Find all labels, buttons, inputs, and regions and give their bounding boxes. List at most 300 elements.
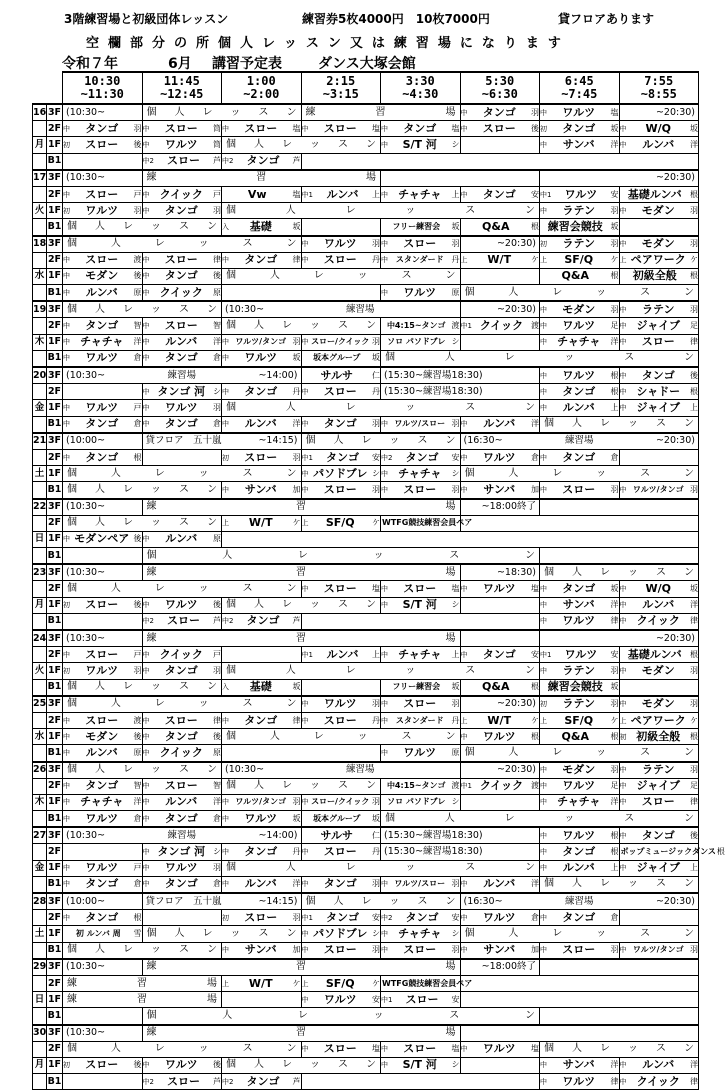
lesson [63, 401, 142, 415]
lesson [620, 253, 699, 267]
instructor-mark: 坂 [690, 584, 698, 594]
hours-cell [63, 499, 143, 516]
lesson-cell [301, 449, 381, 465]
spread-text [63, 1042, 301, 1056]
spread-char: 人 [333, 435, 344, 447]
lesson-name: Q&A [561, 729, 589, 743]
lesson-level: 中 [222, 354, 229, 363]
lesson-name: ワルツ [564, 187, 598, 201]
instructor-mark: 洋 [133, 797, 142, 807]
lesson [461, 730, 540, 744]
spread-char: 習 [296, 961, 306, 973]
schedule-table [32, 71, 725, 1090]
instructor-mark: 坂 [292, 221, 301, 231]
lesson-name: ルンバ [483, 417, 516, 431]
spread-text [540, 877, 698, 891]
floor-row [33, 499, 699, 516]
hours-text [63, 829, 301, 843]
lesson-cell [619, 597, 699, 613]
spread-char: レ [345, 664, 356, 676]
spread-cell [142, 564, 460, 581]
instructor-mark: 丹 [451, 255, 460, 265]
lesson-level: 中 [142, 124, 150, 133]
lesson-cell [381, 647, 461, 663]
spread-cell [540, 876, 699, 893]
lesson-cell [142, 778, 222, 794]
instructor-mark: 根 [716, 847, 725, 857]
lesson-cell [63, 252, 143, 268]
floor-row [33, 679, 699, 696]
lesson-name: タンゴ [164, 351, 198, 365]
lesson [620, 829, 699, 843]
floor-label: B1 [47, 745, 63, 762]
spread-text [222, 401, 539, 415]
floor-row [33, 876, 699, 893]
spread-text [63, 220, 221, 234]
lesson-name: サンバ [562, 598, 595, 612]
day-cell-empty [33, 975, 47, 991]
lesson-cell [301, 466, 381, 482]
lesson-cell [381, 186, 461, 202]
day-number: 26 [33, 762, 47, 779]
lesson [540, 369, 619, 383]
instructor-mark: 原 [213, 287, 221, 297]
lesson-level: 初 [540, 240, 547, 249]
lesson-name: ワルツ [564, 647, 598, 661]
lesson-cell [301, 482, 381, 499]
time-slot-header [63, 72, 143, 104]
floor-label: 2F [47, 778, 63, 794]
lesson-cell [63, 778, 143, 794]
lesson-cell [301, 811, 381, 828]
lesson-name: ワルツ [85, 663, 119, 677]
lesson [620, 237, 699, 251]
instructor-mark: 加 [292, 945, 301, 955]
spread-char: 人 [572, 566, 582, 578]
instructor-mark: 洋 [690, 600, 698, 610]
lesson-name: タンゴ [246, 154, 280, 168]
lesson-level: 中 [619, 322, 627, 331]
lesson [540, 943, 619, 957]
instructor-mark: 羽 [451, 945, 460, 955]
lesson-level: 中1 [460, 322, 472, 331]
spread-char: ン [683, 927, 694, 939]
lesson-name: スロー [85, 598, 119, 612]
lesson-cell [63, 531, 143, 547]
lesson-level: 中 [460, 650, 468, 659]
lesson-name: ラテン [562, 663, 595, 677]
lesson-cell [142, 285, 222, 302]
spread-char: 場 [445, 566, 456, 578]
spread-char: 個 [226, 780, 236, 792]
lesson-cell [222, 679, 302, 696]
spread-char: 場 [445, 1027, 456, 1039]
spread-text [381, 812, 698, 826]
spread-text [222, 664, 539, 678]
lesson-name: スロー [323, 943, 357, 957]
lesson-name: スロー [403, 237, 437, 251]
day-number: 20 [33, 367, 47, 384]
day-cell-empty [33, 219, 47, 236]
lesson-level: 中 [222, 798, 229, 807]
lesson-cell [540, 268, 620, 284]
schedule-cell [301, 219, 381, 236]
instructor-mark: 倉 [133, 813, 142, 823]
lesson-cell [301, 926, 381, 942]
lesson-name: タンゴ [562, 582, 596, 596]
lesson-cell [142, 745, 222, 762]
time-end: ~11:30 [80, 87, 124, 101]
hours-mid: 練習場 [167, 829, 196, 841]
spread-char: 個 [146, 1009, 157, 1021]
lesson [63, 1058, 142, 1072]
month-label: 6月 [168, 56, 192, 72]
lesson [540, 483, 619, 497]
hours-text [63, 106, 142, 120]
lesson-cell [142, 811, 222, 828]
lesson-cell [540, 663, 620, 679]
spread-char: 人 [254, 138, 264, 150]
hours-cell [142, 433, 301, 450]
instructor-mark: 後 [213, 271, 221, 281]
lesson-cell [460, 712, 540, 728]
lesson [63, 779, 142, 793]
instructor-mark: 原 [451, 747, 460, 757]
spread-char: ッ [198, 583, 209, 595]
instructor-mark: 羽 [610, 239, 619, 249]
lesson-name: クイック [479, 779, 524, 793]
spread-char: 個 [67, 467, 77, 479]
instructor-mark: 上 [451, 189, 460, 199]
hours-start: (10:30~ [66, 1027, 106, 1039]
lesson [620, 845, 725, 859]
instructor-mark: 渡 [133, 715, 142, 725]
lesson-level: 中 [619, 798, 627, 807]
lesson [620, 188, 699, 202]
spread-char: ス [449, 549, 460, 561]
lesson-name: スロー [323, 1042, 357, 1056]
spread-char: 場 [445, 501, 456, 513]
instructor-mark: 後 [133, 271, 142, 281]
spread-char: 個 [67, 583, 77, 595]
hours-end: ~14:15) [258, 895, 298, 907]
floor-row [33, 121, 699, 137]
lesson-level: 中 [460, 913, 468, 922]
lesson [222, 451, 301, 465]
floor-row [33, 466, 699, 482]
floor-row [33, 581, 699, 597]
spread-char: レ [600, 566, 610, 578]
lesson-level: 中 [540, 831, 547, 840]
spread-char: 個 [146, 927, 157, 939]
instructor-mark: シ [451, 337, 460, 347]
spread-char: ス [338, 138, 348, 150]
lesson-name: タンゴ [482, 105, 516, 119]
instructor-mark: 根 [531, 682, 539, 692]
instructor-mark: 根 [610, 386, 619, 396]
lesson-name: ワルツ [85, 203, 119, 217]
lesson-cell [619, 778, 699, 794]
hours-text [461, 566, 540, 580]
spread-char: ス [640, 746, 651, 758]
lesson-name: タンゴ [325, 910, 359, 924]
lesson-cell [460, 252, 540, 268]
floor-row [33, 893, 699, 910]
schedule-cell [63, 153, 143, 170]
instructor-mark: 根 [531, 221, 539, 231]
lesson-name: タンゴ [562, 845, 596, 859]
hours-cell [460, 959, 540, 976]
lesson-cell [222, 186, 302, 202]
spread-char: ン [524, 862, 535, 874]
spread-char: ン [207, 944, 217, 956]
time-start: 7:55 [644, 74, 674, 88]
lesson-cell [619, 236, 699, 253]
instructor-mark: 羽 [610, 484, 619, 494]
lesson [381, 188, 460, 202]
lesson-level: 上 [619, 256, 627, 265]
lesson [540, 401, 619, 415]
hours-start: (10:30~ [225, 303, 265, 315]
spread-char: 個 [67, 303, 77, 315]
instructor-mark: 加 [531, 945, 539, 955]
hours-start: (16:30~ [463, 895, 503, 907]
lesson-level: 中 [619, 485, 627, 494]
lesson-level: 中 [619, 766, 627, 775]
instructor-mark: 羽 [451, 419, 460, 429]
lesson [461, 680, 540, 694]
hours-cell [63, 630, 143, 647]
time-start: 1:00 [246, 74, 276, 88]
floor-label: 2F [47, 186, 63, 202]
lesson-name: タンゴ [641, 368, 675, 382]
lesson-name: スロー [323, 713, 357, 727]
spread-char: ッ [389, 435, 400, 447]
hours-start: (15:30~練習場18:30) [384, 829, 483, 841]
schedule-cell [460, 268, 540, 284]
lesson-cell [301, 712, 381, 728]
spread-cell [460, 285, 699, 302]
hours-end: ~20:30) [655, 106, 695, 118]
instructor-mark: 羽 [690, 484, 698, 494]
lesson-cell [142, 268, 222, 284]
instructor-mark: 倉 [213, 419, 221, 429]
schedule-cell [63, 384, 143, 400]
lesson-name: ワルツ [482, 582, 516, 596]
lesson [620, 697, 699, 711]
lesson [461, 911, 540, 925]
spread-cell [222, 203, 540, 219]
lesson-name: タンゴ [641, 828, 675, 842]
lesson-name: ワルツ [244, 811, 278, 825]
lesson-name: ワルツ/タンゴ [632, 945, 684, 955]
lesson-level: 中 [540, 322, 547, 331]
lesson [461, 451, 540, 465]
spread-char: 人 [508, 467, 519, 479]
spread-char: レ [345, 204, 356, 216]
instructor-mark: ケ [292, 978, 301, 988]
lesson [63, 204, 142, 218]
lesson-name: ルンバ [165, 335, 198, 349]
lesson [63, 927, 142, 941]
time-slot-header [381, 72, 461, 104]
schedule-cell [460, 794, 540, 810]
lesson-level: 中 [540, 108, 547, 117]
instructor-mark: 安 [451, 912, 460, 922]
instructor-mark: 戸 [133, 402, 142, 412]
spread-char: 個 [385, 812, 395, 824]
lesson-cell [142, 121, 222, 137]
lesson-cell [301, 515, 381, 531]
spread-char: ッ [405, 401, 416, 413]
lesson-cell [540, 318, 620, 334]
lesson [143, 188, 222, 202]
floor-label: 1F [47, 137, 63, 153]
hours-cell [381, 844, 540, 860]
instructor-mark: 羽 [372, 879, 380, 889]
instructor-mark: 智 [133, 781, 142, 791]
spread-char: 個 [67, 764, 77, 776]
hours-text [620, 106, 699, 120]
lesson [381, 943, 460, 957]
lesson-name: スロー [164, 779, 198, 793]
hours-end: ~14:00) [258, 369, 298, 381]
lesson-cell [63, 712, 143, 728]
lesson-level: 上 [540, 256, 547, 265]
hours-cell [222, 301, 461, 318]
lesson-name: ワルツ [164, 861, 198, 875]
instructor-mark: 塩 [372, 1044, 380, 1054]
spread-char: ス [258, 927, 269, 939]
instructor-mark: 律 [690, 797, 698, 807]
lesson-level: 中 [63, 322, 70, 331]
lesson [540, 680, 619, 694]
lesson [620, 730, 699, 744]
lesson-level: 中 [381, 420, 388, 429]
instructor-mark: 智 [213, 321, 221, 331]
floor-label: 3F [47, 236, 63, 253]
schedule-cell [222, 531, 699, 547]
floor-label: 3F [47, 893, 63, 910]
lesson-cell [222, 350, 302, 367]
hours-cell [460, 499, 540, 516]
lesson [540, 730, 619, 744]
spread-char: ッ [628, 878, 638, 890]
spread-char: ン [207, 483, 217, 495]
spread-char: レ [297, 549, 308, 561]
floor-label: B1 [47, 219, 63, 236]
lesson-cell [619, 1057, 699, 1073]
lesson [620, 614, 699, 628]
spread-cell [142, 104, 301, 121]
lesson [540, 385, 619, 399]
lesson-level: 中 [381, 946, 388, 955]
lesson [302, 417, 381, 431]
lesson-cell [142, 597, 222, 613]
spread-cell [222, 318, 381, 334]
floor-label: 1F [47, 860, 63, 876]
lesson-level: 中1 [460, 782, 472, 791]
spread-char: 人 [444, 812, 455, 824]
lesson-name: スロー [403, 1042, 437, 1056]
floor-row [33, 712, 699, 728]
spread-char: ッ [310, 138, 320, 150]
floor-row [33, 926, 699, 942]
lesson-cell [63, 647, 143, 663]
spread-char: 人 [285, 204, 296, 216]
floor-row [33, 449, 699, 465]
lesson-name: スロー [244, 121, 278, 135]
lesson [302, 188, 381, 202]
lesson [222, 335, 301, 349]
lesson [222, 943, 301, 957]
lesson-cell [142, 186, 222, 202]
spread-char: レ [600, 1043, 610, 1055]
floor-label: 2F [47, 975, 63, 991]
hours-cell [460, 236, 540, 253]
lesson-name: フリー練習会 [392, 221, 441, 231]
lesson-cell [619, 581, 699, 597]
lesson-level: 中 [142, 1061, 150, 1070]
lesson-name: クイック [636, 614, 680, 628]
floor-row [33, 613, 699, 630]
spread-char: レ [345, 401, 356, 413]
spread-char: ッ [230, 927, 241, 939]
lesson-level: 中 [540, 848, 547, 857]
hours-start: (10:00~ [66, 895, 106, 907]
hours-text [63, 434, 142, 448]
lesson-level: 中 [619, 124, 627, 133]
lesson-name: ルンバ [642, 598, 675, 612]
floor-row [33, 794, 699, 810]
weekday: 水 [33, 268, 47, 284]
instructor-mark: 塩 [292, 123, 301, 133]
lesson [222, 154, 301, 168]
lesson-level: 初 [619, 732, 627, 741]
instructor-mark: 安 [372, 912, 380, 922]
spread-char: 個 [226, 138, 236, 150]
lesson-level: 中 [222, 716, 229, 725]
instructor-mark: 丹 [372, 715, 380, 725]
lesson-name: SF/Q [564, 253, 594, 267]
spread-text [63, 977, 221, 991]
spread-cell [63, 975, 222, 991]
lesson-cell [540, 597, 620, 613]
schedule-cell [460, 515, 699, 531]
hours-cell [381, 827, 540, 844]
instructor-mark: ケ [690, 255, 698, 265]
instructor-mark: 芦 [213, 616, 221, 626]
instructor-mark: ケ [531, 255, 539, 265]
lesson-name: チャチャ [398, 187, 442, 201]
lesson [63, 877, 142, 891]
spread-char: ン [524, 664, 535, 676]
schedule-cell [63, 548, 143, 565]
instructor-mark: 羽 [690, 205, 698, 215]
lesson-level: 中 [142, 716, 150, 725]
lesson-cell [301, 696, 381, 713]
lesson-cell [142, 794, 222, 810]
lesson-name: ルンバ [562, 861, 595, 875]
hours-text [63, 566, 142, 580]
floor-row [33, 729, 699, 745]
spread-char: ス [179, 764, 189, 776]
instructor-mark: 羽 [292, 912, 301, 922]
spread-char: 人 [222, 1009, 233, 1021]
lesson [63, 795, 142, 809]
lesson-name: ルンバ [165, 532, 198, 546]
day-number: 24 [33, 630, 47, 647]
